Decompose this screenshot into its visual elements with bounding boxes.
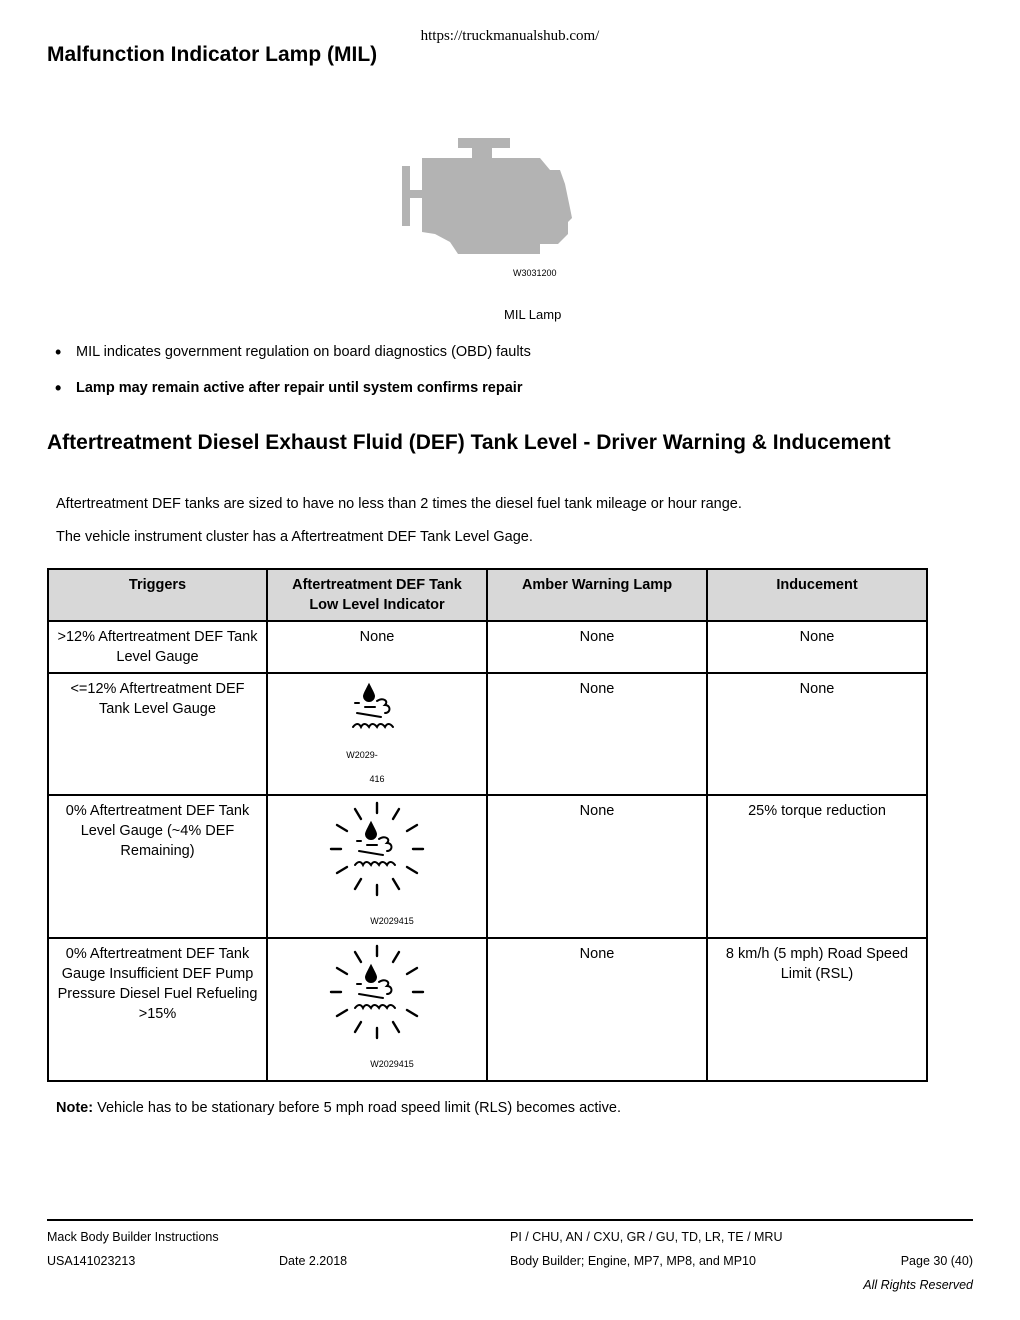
def-flashing-icon <box>327 801 427 897</box>
engine-icon <box>400 136 575 258</box>
bullet-dot: • <box>55 378 62 398</box>
mil-figure-code: W3031200 <box>513 268 557 278</box>
indicator-code: W2029415 <box>370 916 414 926</box>
bullet-dot: • <box>55 342 62 362</box>
inducement-cell: 25% torque reduction <box>707 795 927 938</box>
table-row <box>48 621 927 673</box>
table-row <box>48 795 927 938</box>
source-url: https://truckmanualshub.com/ <box>420 28 600 44</box>
column-header: Aftertreatment DEF Tank Low Level Indicator <box>267 569 487 621</box>
inducement-cell: 8 km/h (5 mph) Road Speed Limit (RSL) <box>707 938 927 1081</box>
def-paragraph-1: Aftertreatment DEF tanks are sized to have no less than 2 times the diesel fuel tank mileage or hour range. <box>56 496 742 512</box>
indicator-code: W2029- <box>346 750 378 760</box>
inducement-cell: None <box>707 673 927 795</box>
mil-heading: Malfunction Indicator Lamp (MIL) <box>47 43 378 66</box>
column-header: Inducement <box>707 569 927 621</box>
indicator-cell <box>267 673 487 795</box>
trigger-cell: <=12% Aftertreatment DEF Tank Level Gauge <box>48 673 267 795</box>
table-row <box>48 938 927 1081</box>
def-low-level-icon <box>347 681 407 737</box>
note <box>56 1100 621 1116</box>
table-header-row <box>48 569 927 621</box>
indicator-cell: None <box>267 621 487 673</box>
footer-subject: Body Builder; Engine, MP7, MP8, and MP10 <box>510 1254 756 1268</box>
note-text: Vehicle has to be stationary before 5 mph road speed limit (RLS) becomes active. <box>93 1100 621 1116</box>
def-paragraph-2: The vehicle instrument cluster has a Aftertreatment DEF Tank Level Gage. <box>56 529 533 545</box>
trigger-cell: >12% Aftertreatment DEF Tank Level Gauge <box>48 621 267 673</box>
footer-title: Mack Body Builder Instructions <box>47 1230 219 1244</box>
footer-doc-number: USA141023213 <box>47 1254 136 1268</box>
amber-lamp-cell: None <box>487 938 707 1081</box>
mil-caption: MIL Lamp <box>504 307 562 322</box>
list-item <box>55 380 955 399</box>
indicator-code: W2029415 <box>370 1059 414 1069</box>
indicator-code: 416 <box>369 774 385 784</box>
inducement-cell: None <box>707 621 927 673</box>
column-header: Triggers <box>48 569 267 621</box>
def-flashing-icon <box>327 944 427 1040</box>
footer-models: PI / CHU, AN / CXU, GR / GU, TD, LR, TE / MRU <box>510 1230 783 1244</box>
indicator-cell <box>267 938 487 1081</box>
trigger-cell: 0% Aftertreatment DEF Tank Gauge Insufficient DEF Pump Pressure Diesel Fuel Refueling >15% <box>48 938 267 1081</box>
amber-lamp-cell: None <box>487 621 707 673</box>
footer-date: Date 2.2018 <box>279 1254 348 1268</box>
bullet-text: MIL indicates government regulation on board diagnostics (OBD) faults <box>76 344 531 360</box>
mil-bullet-list <box>55 344 955 416</box>
footer-rights: All Rights Reserved <box>863 1278 973 1292</box>
indicator-cell <box>267 795 487 938</box>
def-heading: Aftertreatment Diesel Exhaust Fluid (DEF) Tank Level - Driver Warning & Inducement <box>47 431 891 454</box>
bullet-text: Lamp may remain active after repair until system confirms repair <box>76 380 523 396</box>
footer-page-number: Page 30 (40) <box>900 1254 973 1268</box>
table-row <box>48 673 927 795</box>
column-header: Amber Warning Lamp <box>487 569 707 621</box>
trigger-cell: 0% Aftertreatment DEF Tank Level Gauge (~4% DEF Remaining) <box>48 795 267 938</box>
note-label: Note: <box>56 1100 94 1116</box>
amber-lamp-cell: None <box>487 795 707 938</box>
footer-divider <box>47 1219 973 1221</box>
amber-lamp-cell: None <box>487 673 707 795</box>
def-warning-table <box>47 568 928 1082</box>
list-item <box>55 344 955 363</box>
